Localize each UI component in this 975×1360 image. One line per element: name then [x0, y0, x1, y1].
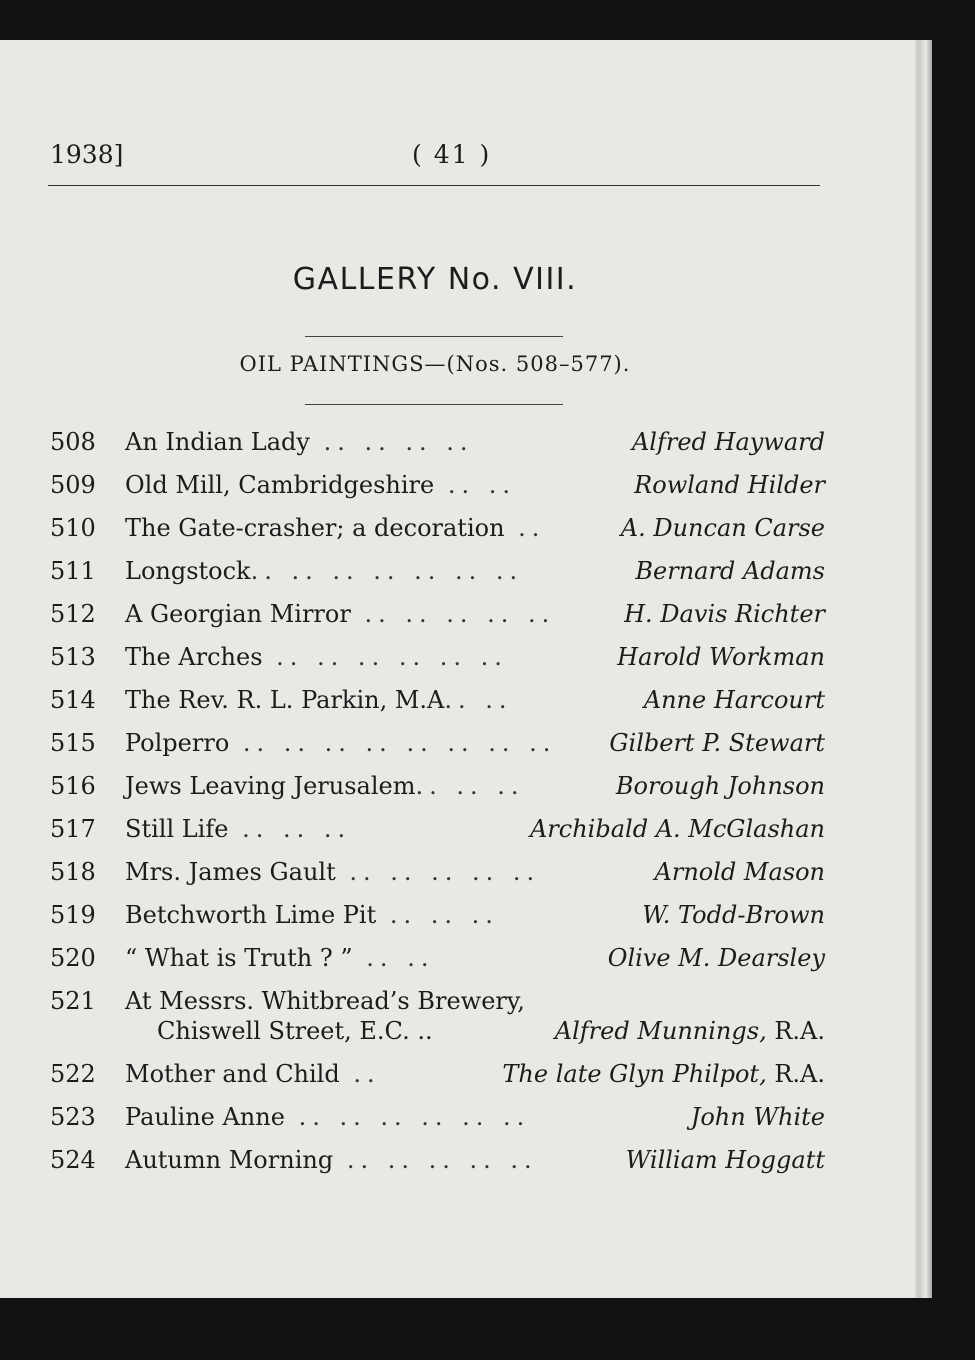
entry-artist: [608, 944, 825, 972]
entry-title-text: At Messrs. Whitbread’s Brewery,: [125, 987, 525, 1015]
entry-title-text: Mrs. James Gault: [125, 858, 336, 886]
dot-leaders: ..: [504, 514, 546, 542]
catalogue-entry: [50, 987, 825, 1060]
entry-number: 520: [50, 944, 96, 972]
entry-title: [125, 901, 499, 929]
entry-title: [125, 600, 555, 628]
catalogue-page: [0, 40, 915, 1298]
entry-number: 519: [50, 901, 96, 929]
entry-artist: [634, 471, 825, 499]
artist-name: A. Duncan Carse: [620, 514, 825, 542]
dot-leaders: .. .. ..: [376, 901, 499, 929]
catalogue-entry: [50, 1103, 825, 1146]
entry-title-continuation: Chiswell Street, E.C. ..: [157, 1017, 433, 1045]
entry-number: 522: [50, 1060, 96, 1088]
entry-title-text: The Arches: [125, 643, 263, 671]
artist-name: The late Glyn Philpot,: [502, 1060, 767, 1088]
dot-leaders: .. .. ..: [415, 772, 525, 800]
dot-leaders: .. ..: [444, 686, 513, 714]
catalogue-entry: [50, 901, 825, 944]
entry-title: [125, 729, 556, 757]
entry-title-text: Polperro: [125, 729, 230, 757]
entry-title: [125, 428, 474, 456]
artist-name: John White: [690, 1103, 825, 1131]
entry-title-text: Betchworth Lime Pit: [125, 901, 377, 929]
entry-title: [125, 471, 516, 499]
entry-title-text: The Rev. R. L. Parkin, M.A: [125, 686, 445, 714]
entry-number: 509: [50, 471, 96, 499]
entry-title-text: Longstock: [125, 557, 251, 585]
entry-number: 511: [50, 557, 96, 585]
dot-leaders: .. .. .. .. .. ..: [284, 1103, 531, 1131]
catalogue-entry: [50, 557, 825, 600]
catalogue-entry: [50, 729, 825, 772]
entry-artist: [691, 1103, 825, 1131]
entry-artist: [609, 729, 825, 757]
entry-number: 510: [50, 514, 96, 542]
artist-honorific: R.A.: [766, 1017, 825, 1045]
title-rule: [305, 336, 563, 337]
entry-title: [125, 1060, 381, 1088]
artist-name: Arnold Mason: [654, 858, 825, 886]
dot-leaders: ..: [339, 1060, 381, 1088]
entry-artist: [624, 600, 825, 628]
catalogue-entry: [50, 1146, 825, 1189]
dot-leaders: .. .. ..: [228, 815, 352, 843]
entry-artist: [626, 1146, 825, 1174]
catalogue-entry: [50, 686, 825, 729]
dot-leaders: .. ..: [352, 944, 435, 972]
entry-number: 523: [50, 1103, 96, 1131]
entry-artist: [632, 428, 825, 456]
running-head: [50, 140, 820, 180]
entry-title: [125, 1103, 530, 1131]
entry-title: [125, 1146, 538, 1174]
catalogue-entry: [50, 471, 825, 514]
entry-artist: [644, 686, 825, 714]
entry-title-text: An Indian Lady: [125, 428, 310, 456]
artist-name: Borough Johnson: [615, 772, 825, 800]
entry-number: 513: [50, 643, 96, 671]
entry-title: [125, 643, 508, 671]
entry-artist: [502, 1060, 825, 1088]
entry-title-text: Old Mill, Cambridgeshire: [125, 471, 435, 499]
entry-artist: [616, 772, 825, 800]
dot-leaders: .. .. .. .. ..: [335, 858, 541, 886]
catalogue-entry: [50, 643, 825, 686]
artist-name: Gilbert P. Stewart: [609, 729, 825, 757]
catalogue-entry: [50, 428, 825, 471]
artist-name: Archibald A. McGlashan: [529, 815, 825, 843]
entry-title-text: Jews Leaving Jerusalem: [125, 772, 416, 800]
artist-name: Alfred Munnings,: [554, 1017, 767, 1045]
artist-name: Harold Workman: [617, 643, 825, 671]
artist-name: Bernard Adams: [635, 557, 825, 585]
entry-title: [125, 944, 434, 972]
dot-leaders: .. .. .. .. .. ..: [262, 643, 508, 671]
entry-title: [125, 858, 540, 886]
dot-leaders: .. .. .. .. ..: [350, 600, 556, 628]
entry-title-text: “ What is Truth ? ”: [125, 944, 353, 972]
entry-title: [125, 686, 513, 714]
entry-title: [125, 514, 545, 542]
dot-leaders: .. ..: [434, 471, 516, 499]
page-year: 1938]: [50, 140, 124, 169]
catalogue-entry: [50, 1060, 825, 1103]
entry-number: 521: [50, 987, 96, 1015]
entry-artist: [555, 1017, 825, 1045]
entry-number: 524: [50, 1146, 96, 1174]
artist-name: Anne Harcourt: [643, 686, 825, 714]
entry-title-text: The Gate-crasher; a decoration: [125, 514, 505, 542]
entry-title-text: Mother and Child: [125, 1060, 340, 1088]
catalogue-entry: [50, 600, 825, 643]
dot-leaders: .. .. .. .. .. .. .. ..: [229, 729, 557, 757]
entry-number: 517: [50, 815, 96, 843]
dot-leaders: .. .. .. ..: [309, 428, 474, 456]
section-heading: OIL PAINTINGS—(Nos. 508–577).: [239, 352, 631, 376]
catalogue-entry: [50, 858, 825, 901]
artist-honorific: R.A.: [766, 1060, 825, 1088]
entry-title: [125, 987, 525, 1045]
catalogue-entries: [50, 428, 825, 1189]
entry-title: [125, 557, 523, 585]
artist-name: Rowland Hilder: [634, 471, 825, 499]
entry-artist: [635, 557, 825, 585]
header-rule: [48, 185, 820, 186]
entry-number: 508: [50, 428, 96, 456]
artist-name: H. Davis Richter: [624, 600, 825, 628]
entry-title-text: Still Life: [125, 815, 229, 843]
entry-artist: [530, 815, 825, 843]
entry-title: [125, 815, 351, 843]
entry-number: 516: [50, 772, 96, 800]
entry-artist: [621, 514, 825, 542]
catalogue-entry: [50, 944, 825, 987]
dot-leaders: .. .. .. .. ..: [333, 1146, 538, 1174]
entry-number: 518: [50, 858, 96, 886]
entry-number: 512: [50, 600, 96, 628]
gallery-title: GALLERY No. VIII.: [292, 262, 578, 297]
entry-title: [125, 772, 525, 800]
catalogue-entry: [50, 514, 825, 557]
entry-title-text: Autumn Morning: [125, 1146, 334, 1174]
entry-title-text: A Georgian Mirror: [125, 600, 351, 628]
artist-name: William Hoggatt: [625, 1146, 825, 1174]
artist-name: Alfred Hayward: [631, 428, 825, 456]
artist-name: Olive M. Dearsley: [607, 944, 825, 972]
entry-artist: [617, 643, 825, 671]
entry-number: 515: [50, 729, 96, 757]
section-rule: [305, 404, 563, 405]
dot-leaders: .. .. .. .. .. .. ..: [250, 557, 524, 585]
entry-title-text: Pauline Anne: [125, 1103, 285, 1131]
page-number: ( 41 ): [412, 140, 492, 169]
catalogue-entry: [50, 815, 825, 858]
entry-number: 514: [50, 686, 96, 714]
catalogue-entry: [50, 772, 825, 815]
entry-artist: [655, 858, 825, 886]
artist-name: W. Todd-Brown: [642, 901, 825, 929]
entry-artist: [642, 901, 825, 929]
